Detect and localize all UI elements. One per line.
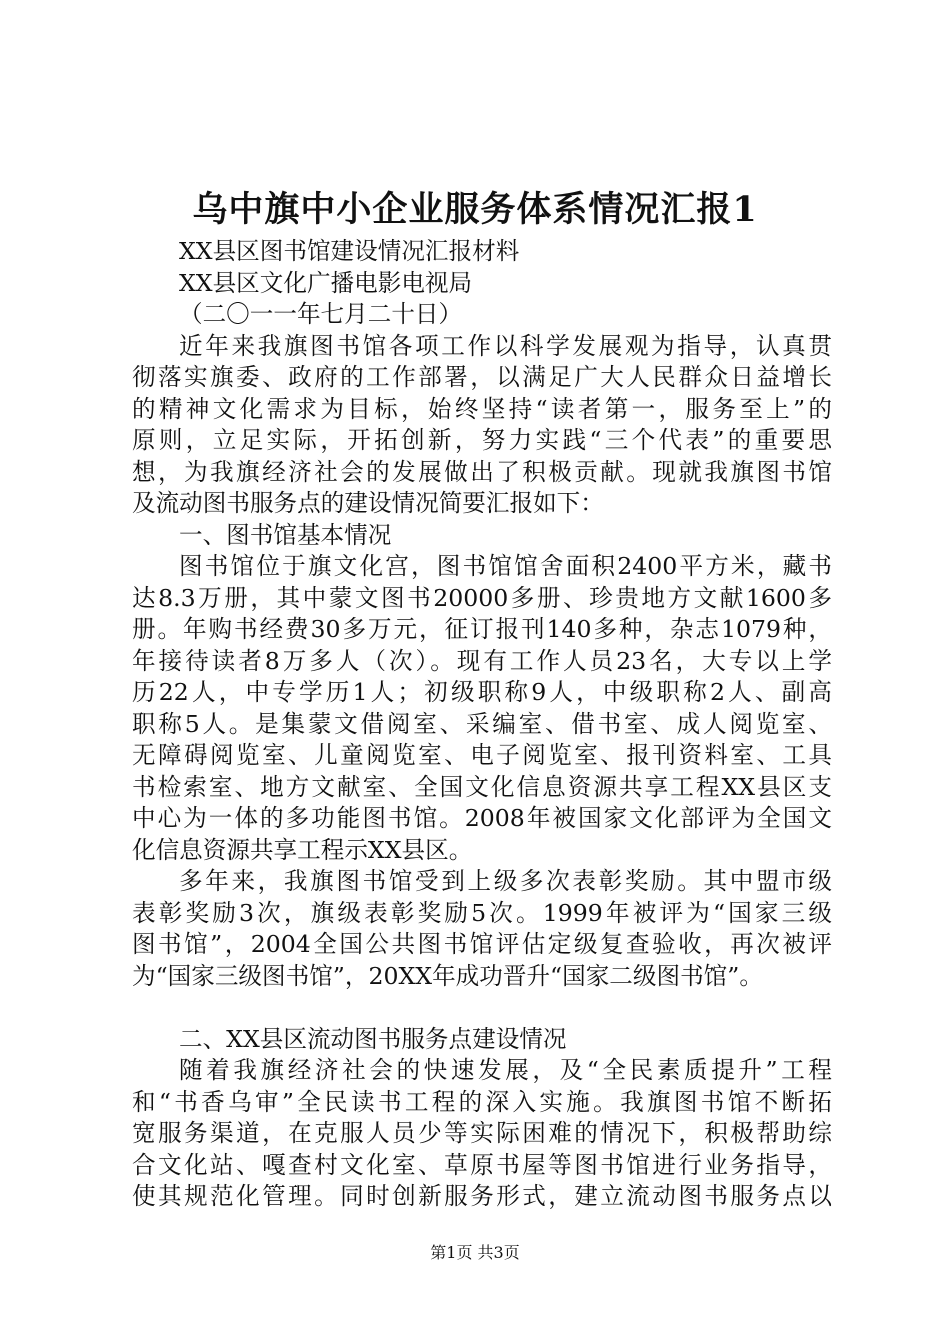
document-title: 乌中旗中小企业服务体系情况汇报1 [192, 189, 758, 230]
text-line: 表彰奖励3次，旗级表彰奖励5次。1999年被评为“国家三级 [132, 898, 832, 927]
text-line: 化信息资源共享工程示XX县区。 [132, 835, 473, 864]
text-line: 书检索室、地方文献室、全国文化信息资源共享工程XX县区支 [132, 772, 832, 801]
text-line: 历22人，中专学历1人；初级职称9人，中级职称2人、副高 [132, 678, 832, 706]
text-line: 职称5人。是集蒙文借阅室、采编室、借书室、成人阅览室、 [132, 709, 832, 738]
page-footer: 第1页 共3页 [430, 1243, 520, 1262]
text-line: 达8.3万册，其中蒙文图书20000多册、珍贵地方文献1600多 [132, 583, 832, 612]
text-line: 想，为我旗经济社会的发展做出了积极贡献。现就我旗图书馆 [132, 457, 832, 486]
text-line: 图书馆位于旗文化宫，图书馆馆舍面积2400平方米，藏书 [179, 552, 832, 580]
text-line: 的精神文化需求为目标，始终坚持“读者第一，服务至上”的 [132, 394, 832, 423]
text-line: （二〇一一年七月二十日） [179, 300, 463, 328]
text-line: 宽服务渠道，在克服人员少等实际困难的情况下，积极帮助综 [132, 1119, 832, 1147]
text-line: 和“书香乌审”全民读书工程的深入实施。我旗图书馆不断拓 [132, 1087, 832, 1116]
text-line: 近年来我旗图书馆各项工作以科学发展观为指导，认真贯 [179, 331, 832, 360]
text-line: 随着我旗经济社会的快速发展，及“全民素质提升”工程 [179, 1056, 832, 1084]
paragraph-gap [132, 992, 832, 1024]
text-line: 图书馆”，2004全国公共图书馆评估定级复查验收，再次被评 [132, 930, 832, 958]
text-line: 使其规范化管理。同时创新服务形式，建立流动图书服务点以 [132, 1182, 832, 1210]
text-line: 中心为一体的多功能图书馆。2008年被国家文化部评为全国文 [132, 804, 832, 832]
text-line: 及流动图书服务点的建设情况简要汇报如下： [132, 489, 604, 517]
text-line: 彻落实旗委、政府的工作部署，以满足广大人民群众日益增长 [132, 363, 832, 391]
text-line: 原则，立足实际，开拓创新，努力实践“三个代表”的重要思 [132, 426, 832, 454]
text-line: XX县区图书馆建设情况汇报材料 [179, 237, 520, 265]
section-heading: 一、图书馆基本情况 [179, 520, 392, 549]
section-heading: 二、XX县区流动图书服务点建设情况 [179, 1024, 567, 1053]
text-line: XX县区文化广播电影电视局 [179, 268, 473, 297]
text-line: 册。年购书经费30多万元，征订报刊140多种，杂志1079种， [132, 615, 832, 643]
text-line: 年接待读者8万多人（次）。现有工作人员23名，大专以上学 [132, 646, 832, 675]
document-body [132, 236, 832, 1213]
text-line: 多年来，我旗图书馆受到上级多次表彰奖励。其中盟市级 [179, 867, 832, 895]
text-line: 无障碍阅览室、儿童阅览室、电子阅览室、报刊资料室、工具 [132, 741, 832, 769]
text-line: 为“国家三级图书馆”，20XX年成功晋升“国家二级图书馆”。 [132, 961, 763, 990]
text-line: 合文化站、嘎查村文化室、草原书屋等图书馆进行业务指导， [132, 1150, 832, 1179]
